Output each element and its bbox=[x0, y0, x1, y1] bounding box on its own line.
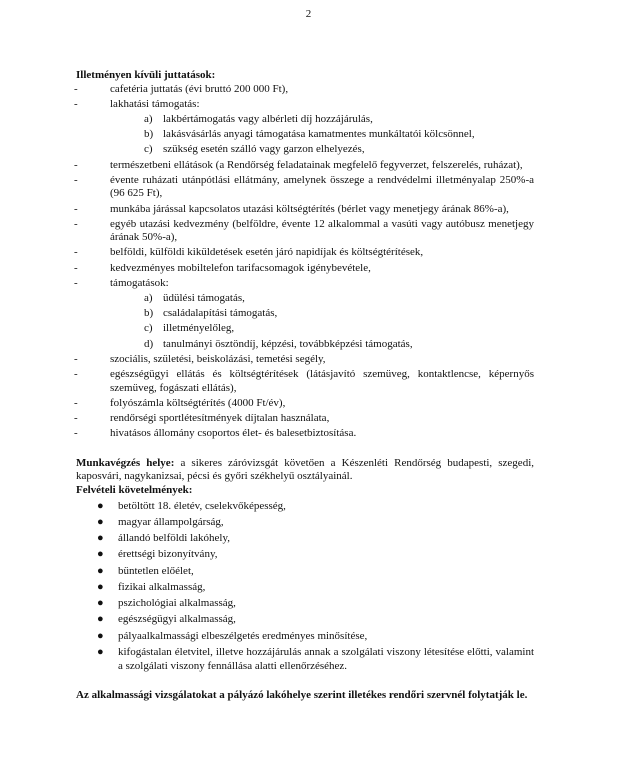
subitem-letter: b) bbox=[144, 128, 154, 141]
benefit-item-text: természetbeni ellátások (a Rendőrség feladatainak megfelelő fegyverzet, felszerelés, ruházat), bbox=[110, 158, 523, 171]
benefit-item bbox=[76, 397, 534, 411]
requirement-item bbox=[97, 499, 534, 514]
benefit-item bbox=[76, 83, 534, 97]
benefit-item bbox=[76, 353, 534, 367]
benefit-subitem bbox=[144, 292, 534, 306]
requirement-text: betöltött 18. életév, cselekvőképesség, bbox=[118, 499, 286, 512]
benefit-item-text: lakhatási támogatás: bbox=[110, 97, 200, 110]
benefit-item bbox=[76, 203, 534, 217]
benefit-item bbox=[76, 174, 534, 201]
bullet-icon: ● bbox=[97, 580, 104, 593]
benefit-item-text: egyéb utazási kedvezmény (belföldre, évente 12 alkalommal a vasúti vagy autóbusz menetjegy árának 50%-a), bbox=[110, 217, 534, 244]
requirement-item bbox=[97, 564, 534, 579]
benefit-item-text: szociális, születési, beiskolázási, temetési segély, bbox=[110, 352, 326, 365]
benefit-subitem bbox=[144, 338, 534, 352]
document-body bbox=[76, 69, 534, 703]
benefit-item-text: munkába járással kapcsolatos utazási költségtérítés (bérlet vagy menetjegy árának 86%-a), bbox=[110, 202, 509, 215]
bullet-icon: ● bbox=[97, 597, 104, 610]
subitem-letter: d) bbox=[144, 337, 154, 350]
bullet-icon: ● bbox=[97, 613, 104, 626]
benefit-sublist bbox=[110, 292, 534, 351]
benefit-subitem bbox=[144, 128, 534, 142]
benefit-subitem bbox=[144, 113, 534, 127]
subitem-letter: a) bbox=[144, 112, 153, 125]
requirements-list bbox=[76, 500, 534, 674]
benefit-item-text: rendőrségi sportlétesítmények díjtalan használata, bbox=[110, 411, 330, 424]
workplace-paragraph bbox=[76, 457, 534, 484]
requirement-item bbox=[97, 532, 534, 546]
page-number: 2 bbox=[305, 8, 312, 20]
bullet-icon: ● bbox=[97, 515, 104, 528]
requirement-text: pszichológiai alkalmasság, bbox=[118, 597, 236, 610]
benefit-item bbox=[76, 412, 534, 426]
benefit-item bbox=[76, 218, 534, 245]
requirement-item bbox=[97, 597, 534, 611]
bullet-icon: ● bbox=[97, 629, 104, 642]
subitem-text: szükség esetén szálló vagy garzon elhelyezés, bbox=[163, 143, 365, 156]
subitem-text: tanulmányi ösztöndíj, képzési, továbbképzési támogatás, bbox=[163, 337, 413, 350]
subitem-letter: c) bbox=[144, 143, 153, 156]
bullet-icon: ● bbox=[97, 548, 104, 561]
benefit-item-text: támogatások: bbox=[110, 276, 169, 289]
benefit-item-text: belföldi, külföldi kiküldetések esetén járó napidíjak és költségtérítések, bbox=[110, 246, 424, 259]
requirement-text: egészségügyi alkalmasság, bbox=[118, 613, 236, 626]
requirement-item bbox=[97, 580, 534, 595]
requirement-text: kifogástalan életvitel, illetve hozzájárulás annak a szolgálati viszony létesítése előtti, valamint a szolgálati viszony fennállása alatti ellenőrzéséhez. bbox=[118, 646, 534, 672]
bullet-icon: ● bbox=[97, 646, 104, 659]
benefits-list bbox=[76, 83, 534, 441]
workplace-label: Munkavégzés helye: bbox=[76, 456, 175, 469]
benefit-item-text: egészségügyi ellátás és költségtérítések (látásjavító szemüveg, kontaktlencse, képernyős szemüveg, fogászati ellátás), bbox=[110, 367, 534, 394]
requirement-text: pályaalkalmassági elbeszélgetés eredményes minősítése, bbox=[118, 629, 368, 642]
requirement-text: érettségi bizonyítvány, bbox=[118, 548, 218, 561]
requirement-item bbox=[97, 548, 534, 562]
benefit-item-text: kedvezményes mobiltelefon tarifacsomagok igénybevétele, bbox=[110, 261, 371, 274]
subitem-letter: b) bbox=[144, 307, 154, 320]
benefit-item-text: folyószámla költségtérítés (4000 Ft/év), bbox=[110, 396, 286, 409]
requirement-item bbox=[97, 613, 534, 627]
workplace-text: a sikeres záróvizsgát követően a Készenléti Rendőrség budapesti, szegedi, kaposvári, nagykanizsai, pécsi és győri székhelyű osztályainál. bbox=[76, 456, 535, 483]
requirement-item bbox=[97, 646, 534, 673]
subitem-letter: c) bbox=[144, 322, 153, 335]
benefit-item bbox=[76, 262, 534, 276]
benefit-item-text: hivatásos állomány csoportos élet- és balesetbiztosítása. bbox=[110, 427, 357, 440]
subitem-text: lakásvásárlás anyagi támogatása kamatmentes munkáltatói kölcsönnel, bbox=[163, 128, 475, 141]
benefit-item bbox=[76, 159, 534, 173]
benefit-item-text: cafetéria juttatás (évi bruttó 200 000 Ft), bbox=[110, 82, 289, 95]
benefit-subitem bbox=[144, 143, 534, 157]
final-note: Az alkalmassági vizsgálatokat a pályázó lakóhelye szerint illetékes rendőri szervnél folytatják le. bbox=[76, 689, 528, 702]
benefit-subitem bbox=[144, 322, 534, 336]
subitem-text: lakbértámogatás vagy albérleti díj hozzájárulás, bbox=[163, 112, 373, 125]
requirement-text: büntetlen előélet, bbox=[118, 564, 194, 577]
benefit-subitem bbox=[144, 307, 534, 321]
subitem-text: illetményelőleg, bbox=[163, 322, 235, 335]
subitem-text: üdülési támogatás, bbox=[163, 292, 245, 305]
benefit-item bbox=[76, 277, 534, 351]
benefit-item-text: évente ruházati utánpótlási ellátmány, amelynek összege a rendvédelmi illetményalap 250%-a (96 625 Ft), bbox=[110, 173, 534, 200]
requirements-heading: Felvételi követelmények: bbox=[76, 483, 193, 496]
subitem-text: családalapítási támogatás, bbox=[163, 307, 278, 320]
benefit-item bbox=[76, 246, 534, 260]
requirement-text: magyar állampolgárság, bbox=[118, 515, 224, 528]
benefit-sublist bbox=[110, 113, 534, 157]
bullet-icon: ● bbox=[97, 532, 104, 545]
benefit-item bbox=[76, 368, 534, 395]
bullet-icon: ● bbox=[97, 499, 104, 512]
subitem-letter: a) bbox=[144, 292, 153, 305]
benefit-item bbox=[76, 427, 534, 441]
requirement-text: fizikai alkalmasság, bbox=[118, 580, 206, 593]
requirement-text: állandó belföldi lakóhely, bbox=[118, 532, 231, 545]
benefits-heading: Illetményen kívüli juttatások: bbox=[76, 69, 216, 81]
requirement-item bbox=[97, 515, 534, 530]
bullet-icon: ● bbox=[97, 564, 104, 577]
benefit-item bbox=[76, 98, 534, 157]
requirement-item bbox=[97, 629, 534, 644]
